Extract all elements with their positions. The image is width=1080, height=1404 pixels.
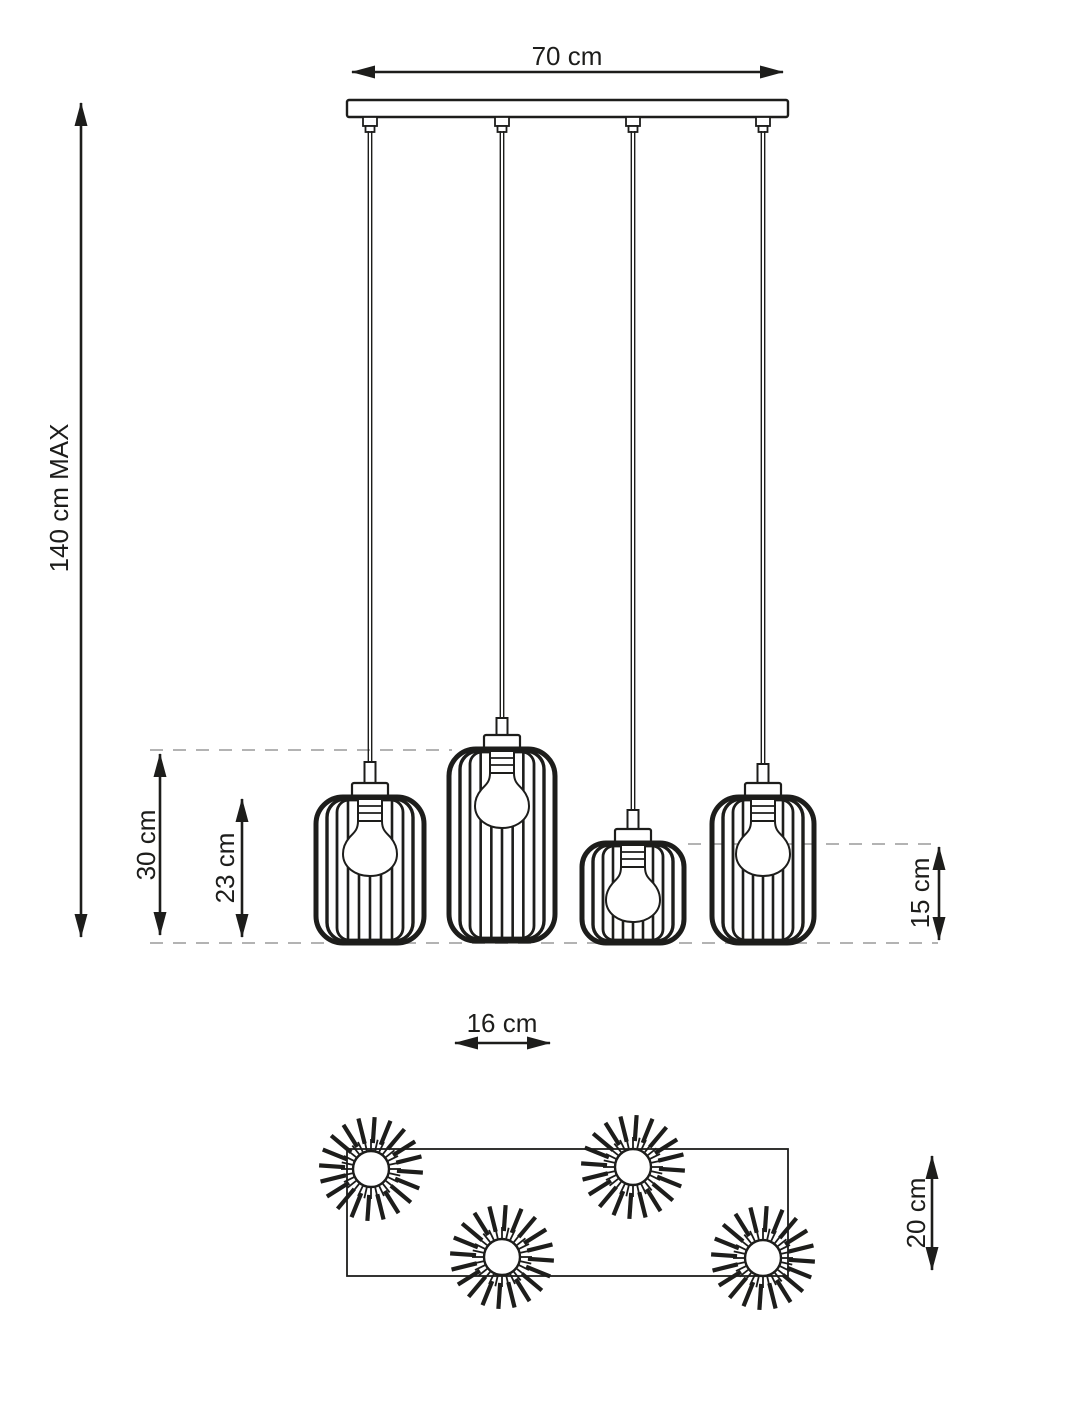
spoke: [789, 1260, 815, 1262]
shade-center-circle: [615, 1149, 651, 1185]
spoke: [730, 1278, 747, 1298]
top-view-shade-2: [581, 1115, 685, 1219]
spoke: [655, 1139, 677, 1153]
spoke: [321, 1175, 346, 1181]
spoke: [498, 1283, 500, 1309]
ring-tick: [606, 1175, 616, 1180]
dim-label-canopy-depth: 20 cm: [901, 1177, 931, 1249]
spoke: [397, 1171, 423, 1173]
ring-tick: [473, 1250, 484, 1252]
spoke: [462, 1224, 482, 1241]
spoke: [605, 1123, 619, 1145]
spoke: [508, 1282, 514, 1307]
spoke: [469, 1277, 486, 1297]
ring-tick: [342, 1162, 353, 1164]
spoke: [489, 1207, 495, 1232]
lamp-stem: [628, 810, 639, 829]
pendant-lamp-2: [449, 117, 555, 941]
ring-tick: [506, 1228, 508, 1239]
cord-connector-nub: [366, 126, 375, 132]
spoke: [635, 1115, 637, 1141]
spoke: [338, 1189, 355, 1209]
dim-label-small-shade-height: 15 cm: [905, 857, 935, 929]
top-view-shade-positions: [319, 1115, 815, 1310]
spoke: [358, 1119, 364, 1144]
spoke: [711, 1254, 737, 1256]
spoke: [388, 1129, 405, 1149]
spoke: [600, 1187, 617, 1207]
cord-connector: [626, 117, 640, 126]
cord-connector-nub: [759, 126, 768, 132]
spoke: [744, 1282, 754, 1306]
spoke: [773, 1210, 783, 1234]
spoke: [653, 1184, 673, 1201]
spoke: [516, 1279, 530, 1301]
cord-connector-nub: [498, 126, 507, 132]
top-view-shade-3: [450, 1205, 554, 1309]
cord-connector: [495, 117, 509, 126]
ring-tick: [626, 1186, 628, 1197]
dim-label-medium-shade-height: 23 cm: [210, 832, 240, 904]
spoke: [331, 1136, 351, 1153]
spoke: [524, 1229, 546, 1243]
spoke: [527, 1244, 552, 1250]
spoke: [385, 1191, 399, 1213]
spoke: [657, 1177, 681, 1187]
spoke: [474, 1213, 488, 1235]
spoke: [504, 1205, 506, 1231]
ring-tick: [379, 1186, 384, 1196]
bulb-socket: [358, 799, 382, 821]
spoke: [643, 1119, 653, 1143]
spoke: [614, 1191, 624, 1215]
spoke: [659, 1169, 685, 1171]
dim-label-shade-width: 16 cm: [466, 1008, 538, 1038]
top-view-shade-4: [711, 1206, 815, 1310]
spoke: [396, 1156, 421, 1162]
spoke: [373, 1117, 375, 1143]
spoke: [658, 1154, 683, 1160]
spoke: [583, 1173, 608, 1179]
ring-tick: [734, 1251, 745, 1253]
spoke: [391, 1186, 411, 1203]
ring-tick: [637, 1138, 639, 1149]
spoke: [713, 1264, 738, 1270]
spoke: [788, 1245, 813, 1251]
ring-tick: [388, 1156, 398, 1161]
spoke: [381, 1121, 391, 1145]
ceiling-mount-bar: [347, 100, 788, 117]
spoke: [787, 1268, 811, 1278]
spoke: [723, 1225, 743, 1242]
spoke: [323, 1150, 347, 1160]
spoke: [769, 1283, 775, 1308]
ring-tick: [358, 1142, 363, 1152]
dim-label-large-shade-height: 30 cm: [131, 809, 161, 881]
spoke: [377, 1194, 383, 1219]
bulb-socket: [621, 845, 645, 867]
spoke: [395, 1179, 419, 1189]
spoke: [593, 1134, 613, 1151]
ring-tick: [750, 1231, 755, 1241]
spoke: [629, 1193, 631, 1219]
ring-tick: [767, 1229, 769, 1240]
spoke: [639, 1192, 645, 1217]
ring-tick: [641, 1184, 646, 1194]
ring-tick: [756, 1277, 758, 1288]
pendant-lamp-3: [582, 117, 684, 943]
ring-tick: [650, 1154, 660, 1159]
ring-tick: [495, 1276, 497, 1287]
spoke: [528, 1259, 554, 1261]
spoke: [526, 1267, 550, 1277]
spoke: [519, 1217, 536, 1237]
spoke: [458, 1271, 480, 1285]
lamp-stem: [365, 762, 376, 783]
ring-tick: [519, 1244, 529, 1249]
ring-tick: [736, 1266, 746, 1271]
ring-tick: [390, 1173, 401, 1175]
ring-tick: [364, 1188, 366, 1199]
spoke: [452, 1263, 477, 1269]
spoke: [783, 1275, 803, 1292]
spoke: [620, 1117, 626, 1142]
spoke: [352, 1193, 362, 1217]
ring-tick: [652, 1171, 663, 1173]
ring-tick: [521, 1261, 532, 1263]
bulb-glass: [475, 773, 529, 828]
dim-label-max-height: 140 cm MAX: [44, 423, 74, 573]
spoke: [581, 1163, 607, 1165]
spoke: [735, 1214, 749, 1236]
dim-label-bar-width: 70 cm: [531, 41, 603, 71]
spoke: [647, 1189, 661, 1211]
ring-tick: [604, 1160, 615, 1162]
ring-tick: [475, 1265, 485, 1270]
ring-tick: [782, 1262, 793, 1264]
lamp-stem: [758, 764, 769, 783]
spoke: [483, 1281, 493, 1305]
spoke: [650, 1127, 667, 1147]
cord-connector: [756, 117, 770, 126]
pendant-lamp-4: [712, 117, 814, 943]
shade-center-circle: [353, 1151, 389, 1187]
spoke: [327, 1183, 349, 1197]
lamp-stem: [497, 718, 508, 735]
bulb-glass: [343, 821, 397, 876]
pendant-lamps: [316, 117, 814, 943]
spoke: [715, 1239, 739, 1249]
bulb-socket: [751, 799, 775, 821]
spoke: [343, 1125, 357, 1147]
cord-connector: [363, 117, 377, 126]
dimension-arrows: [81, 72, 939, 1270]
shade-center-circle: [484, 1239, 520, 1275]
spoke: [750, 1208, 756, 1233]
top-view-shade-1: [319, 1117, 423, 1221]
spoke: [719, 1272, 741, 1286]
spoke: [589, 1181, 611, 1195]
bulb-socket: [490, 751, 514, 773]
spoke: [319, 1165, 345, 1167]
shade-center-circle: [745, 1240, 781, 1276]
spoke: [759, 1284, 761, 1310]
spoke: [765, 1206, 767, 1232]
spoke: [512, 1209, 522, 1233]
cord-connector-nub: [629, 126, 638, 132]
pendant-lamp-1: [316, 117, 424, 943]
ring-tick: [344, 1177, 354, 1182]
spoke: [450, 1253, 476, 1255]
spoke: [367, 1195, 369, 1221]
spoke: [454, 1238, 478, 1248]
spoke: [777, 1280, 791, 1302]
ring-tick: [489, 1230, 494, 1240]
